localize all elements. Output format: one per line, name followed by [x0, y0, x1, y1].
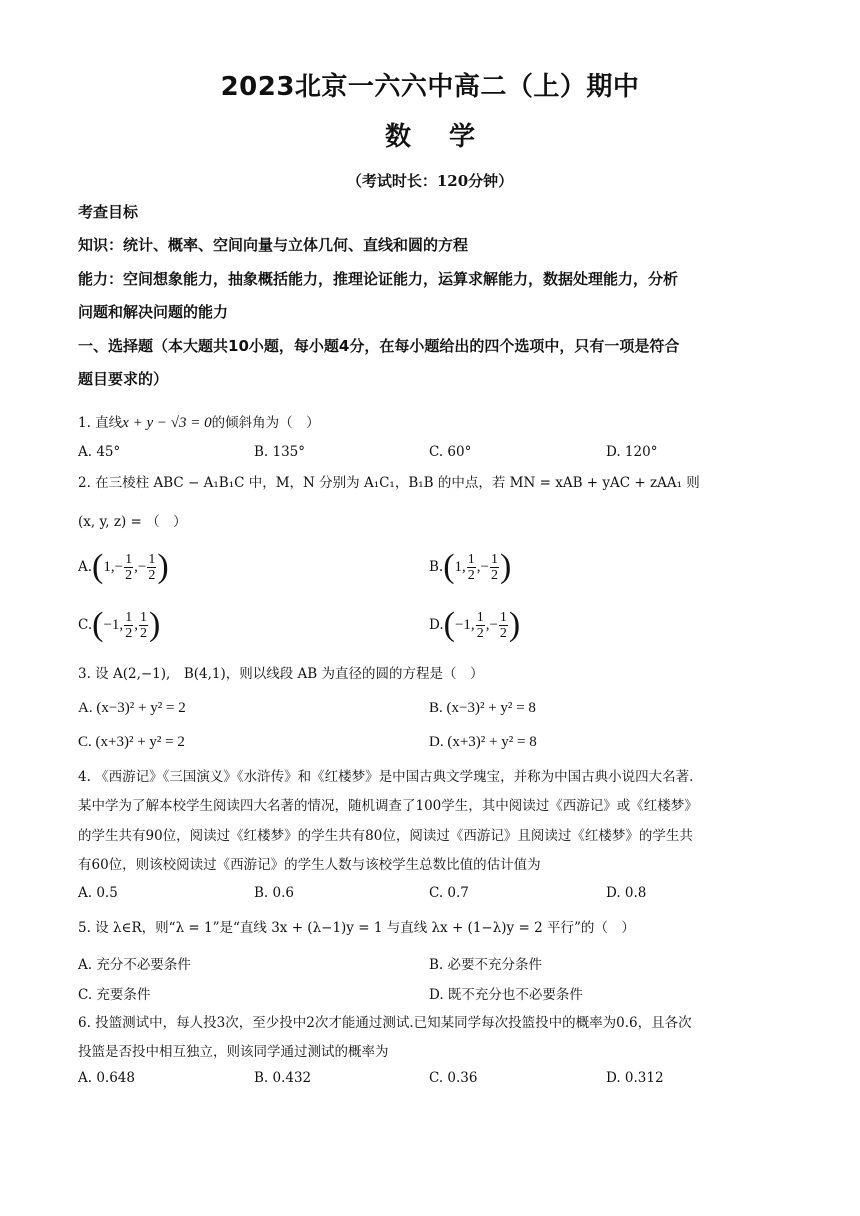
- question-2-line1: 2. 在三棱柱 ABC − A₁B₁C 中，M，N 分别为 A₁C₁，B₁B 的中点，若 MN = xAB + yAC + zAA₁ 则: [78, 475, 700, 491]
- question-1-option-b: B. 135°: [254, 444, 306, 460]
- numerator: 1: [125, 551, 133, 567]
- denominator: 2: [499, 625, 507, 641]
- question-4-line1: 4. 《西游记》《三国演义》《水浒传》和《红楼梦》是中国古典文学瑰宝，并称为中国古典小说四大名著.: [78, 769, 694, 785]
- question-1-option-d: D. 120°: [606, 444, 658, 460]
- fraction: [124, 610, 133, 641]
- question-6-option-a: A. 0.648: [78, 1070, 135, 1086]
- left-paren: (: [92, 606, 104, 643]
- question-1-option-c: C. 60°: [429, 444, 472, 460]
- right-paren: ): [508, 606, 521, 643]
- option-term: ,−: [485, 616, 498, 633]
- section1-heading-line1: 一、选择题（本大题共10小题，每小题4分，在每小题给出的四个选项中，只有一项是符合: [78, 337, 680, 355]
- exam-duration: （考试时长：120分钟）: [346, 172, 514, 190]
- question-5: 5. 设 λ∈R，则“λ = 1”是“直线 3x + (λ−1)y = 1 与直线 λx + (1−λ)y = 2 平行”的（ ）: [78, 920, 635, 936]
- question-3: 3. 设 A(2,−1), B(4,1)，则以线段 AB 为直径的圆的方程是（ ）: [78, 666, 484, 682]
- question-1-formula: x + y − √3 = 0: [122, 415, 212, 431]
- option-term: −1,: [454, 616, 475, 633]
- question-5-option-c: C. 充要条件: [78, 987, 151, 1003]
- left-paren: (: [443, 606, 455, 643]
- question-1-prefix: 1. 直线: [78, 415, 123, 431]
- option-label: C.: [78, 617, 93, 633]
- option-term: ,: [134, 616, 138, 633]
- question-4-option-b: B. 0.6: [254, 885, 294, 901]
- denominator: 2: [476, 625, 484, 641]
- left-paren: (: [92, 548, 104, 585]
- question-5-option-b: B. 必要不充分条件: [429, 957, 543, 973]
- numerator: 1: [148, 551, 156, 567]
- question-2-option-d: [429, 608, 520, 642]
- right-paren: ): [157, 548, 169, 585]
- left-paren: (: [443, 548, 455, 585]
- question-3-option-d: D. (x+3)² + y² = 8: [429, 734, 537, 750]
- question-4-line2: 某中学为了解本校学生阅读四大名著的情况，随机调查了100学生，其中阅读过《西游记》或《红楼梦》: [78, 798, 698, 814]
- question-3-option-a: A. (x−3)² + y² = 2: [78, 700, 186, 716]
- question-6-option-d: D. 0.312: [606, 1070, 664, 1086]
- question-1-suffix: 的倾斜角为（ ）: [211, 415, 320, 431]
- question-2-line2: (x, y, z) = （ ）: [78, 514, 187, 530]
- option-label: A.: [78, 559, 93, 575]
- question-6-option-c: C. 0.36: [429, 1070, 478, 1086]
- exam-title: 2023北京一六六中高二（上）期中: [220, 72, 640, 102]
- question-1-option-a: A. 45°: [78, 444, 121, 460]
- numerator: 1: [125, 609, 133, 625]
- question-4-option-c: C. 0.7: [429, 885, 469, 901]
- question-4-line3: 的学生共有90位，阅读过《红楼梦》的学生共有80位，阅读过《西游记》且阅读过《红楼梦》的学生共: [78, 828, 693, 844]
- denominator: 2: [148, 567, 156, 583]
- question-4-option-d: D. 0.8: [606, 885, 647, 901]
- numerator: 1: [467, 551, 475, 567]
- question-2-option-c: [78, 608, 160, 642]
- right-paren: ): [148, 606, 161, 643]
- fraction: [499, 610, 508, 641]
- section1-heading-line2: 题目要求的）: [78, 370, 169, 388]
- fraction: [467, 552, 476, 583]
- option-term: ,−: [476, 558, 490, 575]
- question-6-option-b: B. 0.432: [254, 1070, 312, 1086]
- right-paren: ): [500, 548, 512, 585]
- question-2-option-a: [78, 550, 169, 584]
- objectives-ability-line2: 问题和解决问题的能力: [78, 303, 229, 321]
- question-2-option-b: [429, 550, 511, 584]
- denominator: 2: [491, 567, 499, 583]
- question-6-line2: 投篮是否投中相互独立，则该同学通过测试的概率为: [78, 1044, 389, 1060]
- option-label: B.: [429, 559, 444, 575]
- fraction: [139, 610, 148, 641]
- option-term: −1,: [103, 616, 124, 633]
- numerator: 1: [139, 609, 147, 625]
- option-term: 1,−: [103, 558, 124, 575]
- fraction: [124, 552, 133, 583]
- subject-title: 数学: [384, 122, 513, 152]
- option-label: D.: [429, 617, 444, 633]
- question-1: [78, 412, 788, 434]
- objectives-heading: 考查目标: [78, 203, 139, 221]
- denominator: 2: [467, 567, 475, 583]
- option-term: ,−: [134, 558, 147, 575]
- question-5-option-a: A. 充分不必要条件: [78, 957, 191, 973]
- question-3-option-b: B. (x−3)² + y² = 8: [429, 700, 536, 716]
- denominator: 2: [139, 625, 147, 641]
- question-3-option-c: C. (x+3)² + y² = 2: [78, 734, 185, 750]
- objectives-knowledge: 知识：统计、概率、空间向量与立体几何、直线和圆的方程: [78, 236, 469, 254]
- question-4-line4: 有60位，则该校阅读过《西游记》的学生人数与该校学生总数比值的估计值为: [78, 857, 541, 873]
- numerator: 1: [491, 551, 499, 567]
- question-4-option-a: A. 0.5: [78, 885, 118, 901]
- option-term: 1,: [454, 558, 466, 575]
- question-6-line1: 6. 投篮测试中，每人投3次，至少投中2次才能通过测试.已知某同学每次投篮投中的概率为0.6，且各次: [78, 1015, 692, 1031]
- objectives-ability-line1: 能力：空间想象能力，抽象概括能力，推理论证能力，运算求解能力，数据处理能力，分析: [78, 270, 679, 288]
- numerator: 1: [499, 609, 507, 625]
- fraction: [147, 552, 156, 583]
- fraction: [476, 610, 485, 641]
- numerator: 1: [476, 609, 484, 625]
- question-5-option-d: D. 既不充分也不必要条件: [429, 987, 583, 1003]
- fraction: [490, 552, 499, 583]
- denominator: 2: [125, 567, 133, 583]
- denominator: 2: [125, 625, 133, 641]
